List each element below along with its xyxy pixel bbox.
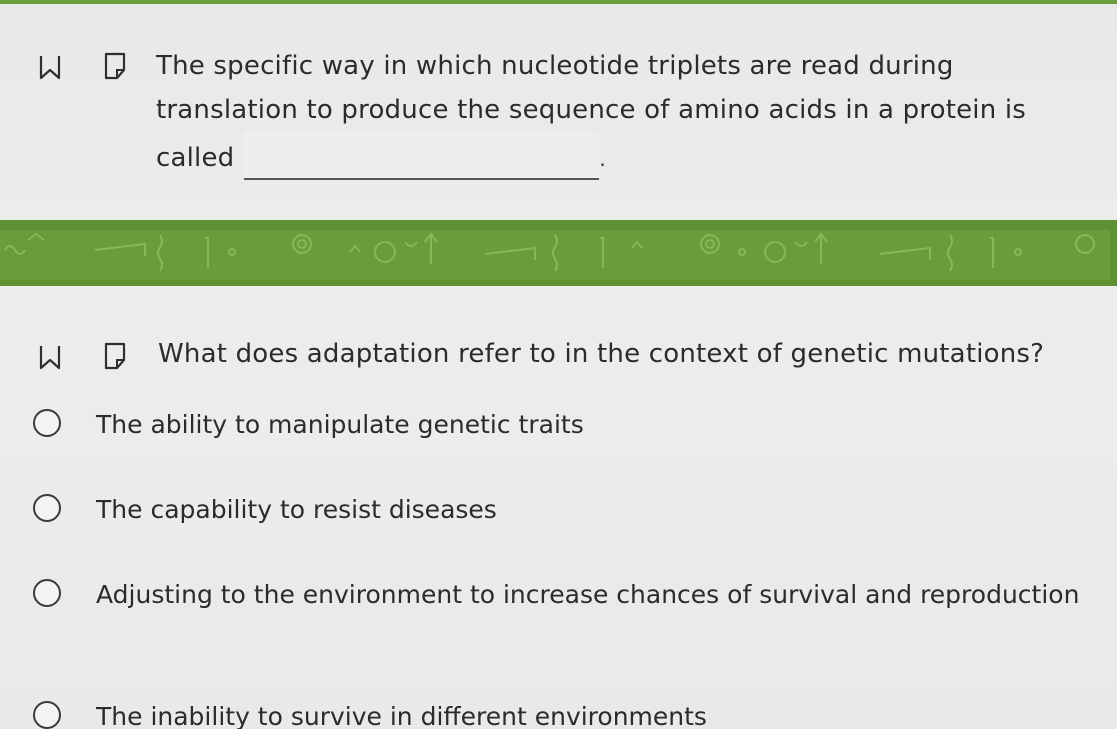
option-3-text: The inability to survive in different environments bbox=[96, 702, 707, 729]
radio-icon[interactable] bbox=[33, 409, 61, 437]
edit-icon[interactable] bbox=[102, 52, 128, 80]
radio-icon[interactable] bbox=[33, 701, 61, 729]
question-1-prompt: The specific way in which nucleotide triplets are read during translation to produce the sequence of amino acids in a protein is called bbox=[156, 51, 1027, 173]
question-2-text: What does adaptation refer to in the context of genetic mutations? bbox=[158, 339, 1045, 369]
band-pattern bbox=[0, 230, 1117, 280]
bookmark-icon[interactable] bbox=[38, 54, 62, 80]
option-3[interactable] bbox=[0, 697, 1117, 729]
option-1-text: The capability to resist diseases bbox=[96, 495, 497, 524]
radio-icon[interactable] bbox=[33, 494, 61, 522]
question-1-period: . bbox=[599, 147, 606, 171]
option-0-text: The ability to manipulate genetic traits bbox=[96, 410, 584, 439]
decorative-band bbox=[0, 220, 1117, 286]
top-border bbox=[0, 0, 1117, 4]
radio-icon[interactable] bbox=[33, 579, 61, 607]
option-2-text: Adjusting to the environment to increase chances of survival and reproduction bbox=[96, 580, 1080, 609]
bookmark-icon[interactable] bbox=[38, 344, 62, 370]
edit-icon[interactable] bbox=[102, 342, 128, 370]
answer-blank[interactable] bbox=[244, 132, 599, 180]
option-1[interactable] bbox=[0, 490, 1117, 530]
question-1-text bbox=[156, 44, 1056, 181]
option-0[interactable] bbox=[0, 405, 1117, 445]
option-2[interactable] bbox=[0, 575, 1117, 615]
